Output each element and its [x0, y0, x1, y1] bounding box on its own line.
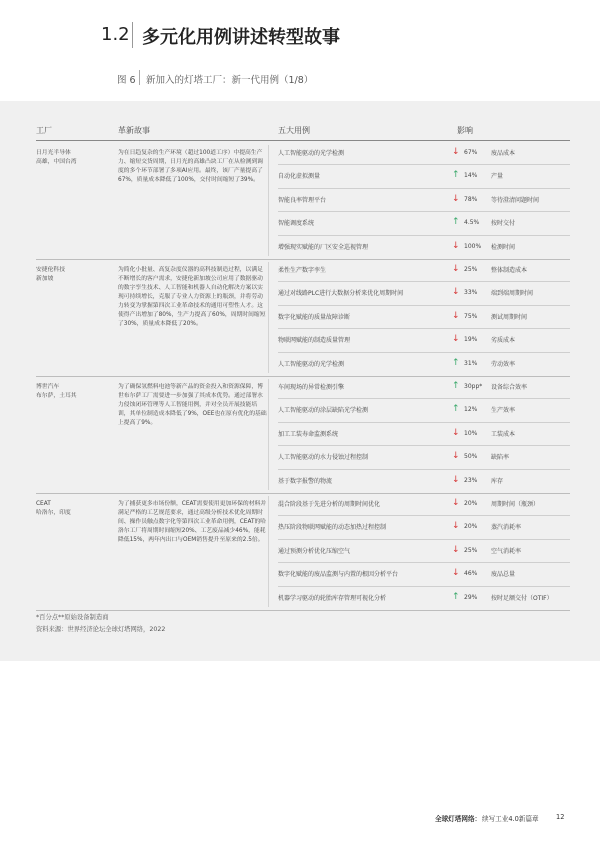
- footer-title: 全球灯塔网络：: [435, 815, 482, 823]
- section-number: 1.2: [101, 24, 130, 45]
- usecase-row: [278, 445, 578, 468]
- impact-value: 10%: [464, 429, 478, 437]
- usecase-name: 车间现场的异常检测引擎: [278, 384, 345, 391]
- section-divider: [132, 22, 133, 48]
- usecase-row: [278, 305, 578, 328]
- header-usecases: 五大用例: [278, 126, 310, 135]
- impact-kpi: 按时交付: [491, 220, 516, 228]
- impact-value: 50%: [464, 453, 478, 461]
- arrow-down-icon: ↓: [452, 427, 460, 438]
- impact-value: 46%: [464, 570, 478, 578]
- usecase-name: 人工智能驱动的水力侵蚀过程控制: [278, 454, 369, 462]
- column-divider: [268, 262, 269, 373]
- usecase-name: 通过对线路PLC进行大数据分析来优化周期时间: [278, 290, 404, 298]
- header-story: 革新故事: [118, 126, 150, 135]
- usecase-row: [278, 188, 578, 211]
- impact-kpi: 废品总量: [491, 571, 516, 579]
- impact-value: 20%: [464, 523, 478, 531]
- usecase-row: [278, 562, 578, 585]
- usecase-name: 热压阶段物联网赋能的动态加热过程控制: [278, 524, 387, 532]
- impact-value: 67%: [464, 149, 478, 156]
- usecase-row: [278, 469, 578, 492]
- company-name: 日月光半导体 高雄，中国台湾: [36, 150, 77, 165]
- arrow-up-icon: ↑: [452, 381, 460, 391]
- arrow-down-icon: ↓: [452, 451, 460, 462]
- usecase-row: [278, 539, 578, 562]
- usecase-row: [278, 281, 578, 304]
- arrow-down-icon: ↓: [452, 498, 460, 508]
- arrow-up-icon: ↑: [452, 170, 460, 181]
- impact-value: 100%: [464, 242, 482, 250]
- impact-value: 31%: [464, 359, 478, 367]
- usecase-row: [278, 586, 578, 609]
- arrow-up-icon: ↑: [452, 591, 460, 602]
- impact-value: 30pp*: [464, 383, 483, 390]
- usecase-name: 物联网赋能的制造质量管理: [278, 337, 351, 345]
- company-name: 安捷伦科技 新加坡: [36, 267, 65, 282]
- usecase-name: 通过预测分析优化压缩空气: [278, 547, 351, 555]
- impact-kpi: 等待澄清问题时间: [491, 196, 540, 204]
- impact-value: 20%: [464, 500, 478, 507]
- arrow-up-icon: ↑: [452, 404, 460, 415]
- arrow-down-icon: ↓: [452, 147, 460, 157]
- impact-value: 25%: [464, 266, 478, 273]
- impact-kpi: 劳动效率: [491, 360, 516, 368]
- transformation-story: 为在日趋复杂的生产环境（超过100道工序）中提高生产力、缩短交货周期，日月光的高雄凸块工厂在从检测到调度的多个环节部署了多项AI应用。最终，该厂产量提高了67%，质量成本降低了100%，交付时间缩短了39%。: [118, 150, 263, 183]
- impact-value: 23%: [464, 476, 478, 484]
- impact-kpi: 检测时间: [491, 243, 516, 251]
- usecase-name: 人工智能驱动的涂层缺陷光学检测: [278, 407, 369, 415]
- transformation-story: 为了捕获更多市场份额，CEAT需要使用更加环保的材料并满足严格的工艺规范要求，通过高级分析技术优化周期时间、操作员触点数字化等第四次工业革命用例，CEAT的哈洛尔工厂将周期时间缩短20%、工艺废品减少46%，能耗降低15%，两年内出口与OEM销售提升至原来的2.5倍。: [118, 501, 267, 543]
- usecase-name: 基于数字报警的物流: [278, 477, 333, 485]
- usecase-row: [278, 375, 578, 398]
- usecase-row: [278, 515, 578, 538]
- impact-value: 75%: [464, 312, 478, 320]
- arrow-down-icon: ↓: [452, 240, 460, 251]
- section-title: 多元化用例讲述转型故事: [142, 27, 340, 48]
- impact-value: 78%: [464, 195, 478, 203]
- usecase-name: 增强现实赋能的厂区安全巡视管理: [278, 243, 369, 251]
- usecase-row: [278, 398, 578, 421]
- usecase-name: 机器学习驱动的轮胎库存管理可视化分析: [278, 594, 387, 602]
- impact-kpi: 空气消耗率: [491, 547, 522, 555]
- footnote-source: 资料来源：世界经济论坛全球灯塔网络，2022: [36, 626, 166, 633]
- usecase-name: 数字化赋能的质量故障诊断: [278, 313, 351, 321]
- impact-kpi: 整体制造成本: [491, 267, 528, 274]
- figure-label: 图 6: [117, 75, 136, 86]
- usecase-name: 加工工装寿命监测系统: [278, 430, 339, 438]
- impact-kpi: 缺陷率: [491, 454, 510, 462]
- impact-kpi: 劣质成本: [491, 337, 516, 345]
- usecase-name: 数字化赋能的废品监测与内置的根因分析平台: [278, 571, 399, 579]
- usecase-row: [278, 328, 578, 351]
- impact-kpi: 端到端周期时间: [491, 290, 534, 298]
- footnote-note: *百分点**原始设备制造商: [36, 614, 109, 621]
- usecase-row: [278, 235, 578, 258]
- usecase-name: 智能良率管理平台: [278, 196, 327, 204]
- transformation-story: 为简化小批量、高复杂度仪器的高科技制造过程，以满足不断增长的客户需求，安捷伦新加坡公司应用了数据驱动的数字孪生技术、人工智能和机器人自动化解决方案以实现可持续增长，克服了专业人力资源上的瓶颈，并将劳动力转变为掌握第四次工业革命技术的通用可塑性人才。这使得产出增加了80%，生产力提高了60%，周期时间缩短了30%，质量成本降低了20%。: [118, 267, 266, 327]
- footer-subtitle: 续写工业4.0新篇章: [482, 815, 539, 823]
- arrow-down-icon: ↓: [452, 334, 460, 345]
- impact-value: 29%: [464, 593, 478, 601]
- impact-value: 25%: [464, 546, 478, 554]
- header-impact: 影响: [457, 126, 473, 135]
- impact-kpi: 周期时间（瓶颈）: [491, 501, 540, 508]
- column-divider: [268, 496, 269, 607]
- impact-value: 19%: [464, 336, 478, 344]
- usecase-name: 混合阶段基于先进分析的周期时间优化: [278, 501, 381, 508]
- impact-kpi: 蒸汽消耗率: [491, 524, 522, 532]
- usecase-row: [278, 141, 578, 164]
- column-divider: [268, 145, 269, 256]
- usecase-row: [278, 258, 578, 281]
- impact-kpi: 库存: [491, 477, 504, 485]
- usecase-row: [278, 422, 578, 445]
- column-divider: [268, 379, 269, 490]
- arrow-down-icon: ↓: [452, 521, 460, 532]
- impact-kpi: 工装成本: [491, 430, 516, 438]
- transformation-story: 为了确保氢燃料电池等新产品的资金投入和资源保障，博世布尔萨工厂需要进一步加强了其成本优势。通过部署水力侵蚀闭环管理等人工智能用例，并对全员开展技能培训，其单位制造成本降低了9%，OEE也在原有优化的基础上提高了9%。: [118, 384, 267, 426]
- company-name: CEAT 哈洛尔，印度: [36, 501, 71, 516]
- figure-divider: [139, 70, 140, 85]
- arrow-up-icon: ↑: [452, 217, 460, 228]
- arrow-up-icon: ↑: [452, 357, 460, 368]
- page-number: 12: [556, 813, 565, 821]
- usecase-row: [278, 492, 578, 515]
- arrow-down-icon: ↓: [452, 544, 460, 555]
- arrow-down-icon: ↓: [452, 474, 460, 485]
- impact-kpi: 设备综合效率: [491, 384, 528, 391]
- impact-value: 14%: [464, 172, 478, 180]
- usecase-name: 智能调度系统: [278, 220, 315, 228]
- usecase-name: 人工智能驱动的光学检测: [278, 150, 345, 157]
- company-name: 博世汽车 布尔萨，土耳其: [36, 384, 77, 399]
- impact-value: 12%: [464, 406, 478, 414]
- impact-kpi: 测试周期时间: [491, 313, 528, 321]
- arrow-down-icon: ↓: [452, 287, 460, 298]
- arrow-down-icon: ↓: [452, 310, 460, 321]
- impact-value: 33%: [464, 289, 478, 297]
- usecase-name: 人工智能驱动的光学检测: [278, 360, 345, 368]
- impact-kpi: 废品成本: [491, 150, 516, 157]
- group-rule: [36, 610, 570, 611]
- usecase-name: 柔性生产数字孪生: [278, 267, 327, 274]
- impact-kpi: 按时足额交付（OTIF）: [491, 594, 553, 602]
- arrow-down-icon: ↓: [452, 264, 460, 274]
- usecase-row: [278, 164, 578, 187]
- figure-title: 新加入的灯塔工厂：新一代用例（1/8）: [146, 75, 314, 86]
- header-factory: 工厂: [36, 126, 52, 135]
- impact-kpi: 生产效率: [491, 407, 516, 415]
- impact-kpi: 产量: [491, 173, 504, 181]
- impact-value: 4.5%: [464, 219, 480, 227]
- arrow-down-icon: ↓: [452, 193, 460, 204]
- usecase-name: 自动化虚拟测量: [278, 173, 321, 181]
- arrow-down-icon: ↓: [452, 568, 460, 579]
- usecase-row: [278, 211, 578, 234]
- usecase-row: [278, 352, 578, 375]
